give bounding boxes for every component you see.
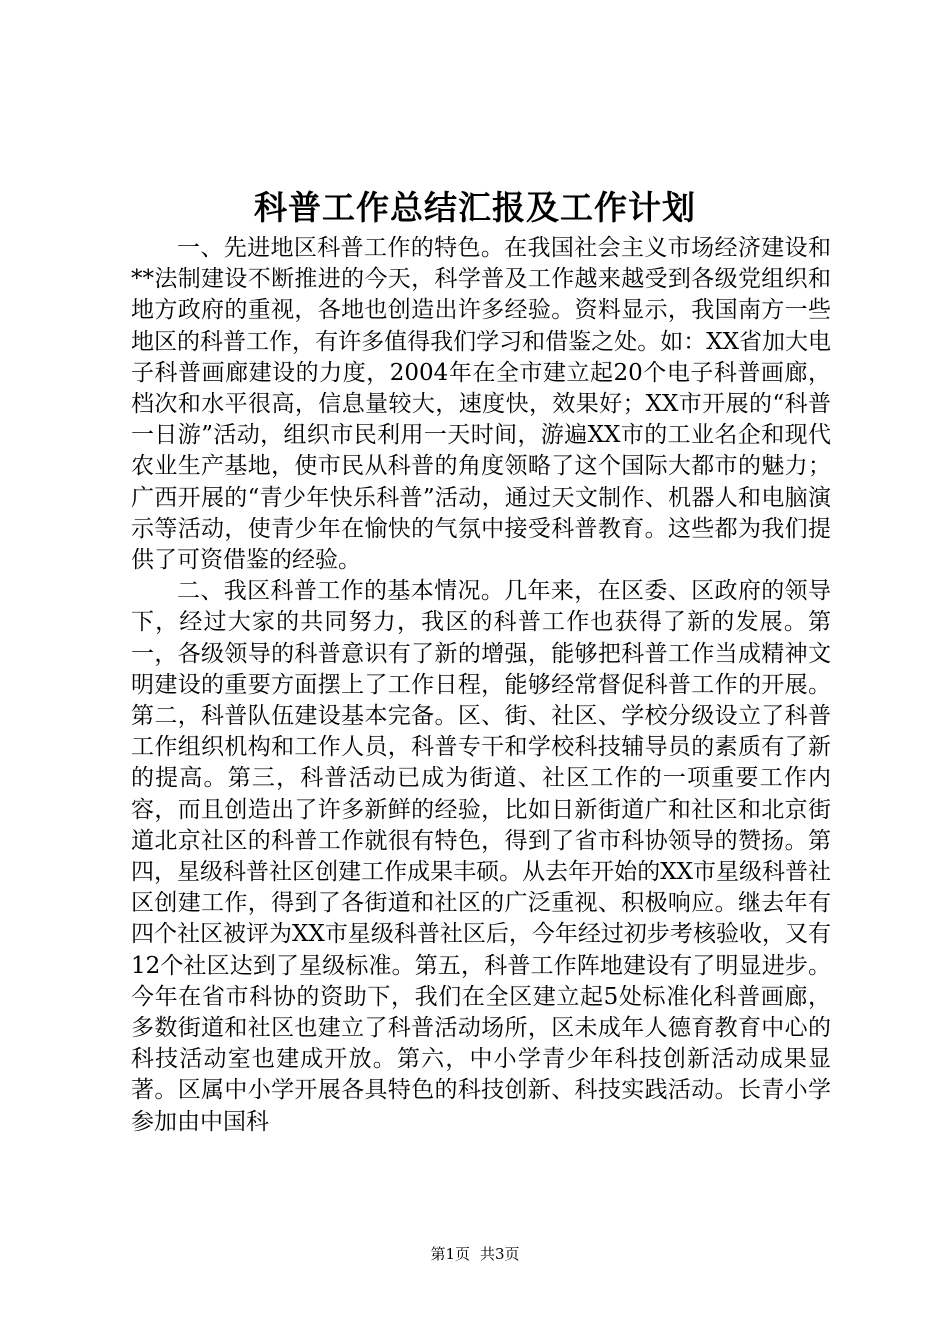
- document-body: [131, 233, 831, 1138]
- page-footer: [0, 1244, 950, 1264]
- document-title: 科普工作总结汇报及工作计划: [254, 188, 696, 227]
- paragraph-district-situation: 二、我区科普工作的基本情况。几年来，在区委、区政府的领导下，经过大家的共同努力，我区的科普工作也获得了新的发展。第一，各级领导的科普意识有了新的增强，能够把科普工作当成精神文明建设的重要方面摆上了工作日程，能够经常督促科普工作的开展。第二，科普队伍建设基本完备。区、街、社区、学校分级设立了科普工作组织机构和工作人员，科普专干和学校科技辅导员的素质有了新的提高。第三，科普活动已成为街道、社区工作的一项重要工作内容，而且创造出了许多新鲜的经验，比如日新街道广和社区和北京街道北京社区的科普工作就很有特色，得到了省市科协领导的赞扬。第四，星级科普社区创建工作成果丰硕。从去年开始的XX市星级科普社区创建工作，得到了各街道和社区的广泛重视、积极响应。继去年有四个社区被评为XX市星级科普社区后，今年经过初步考核验收，又有12个社区达到了星级标准。第五，科普工作阵地建设有了明显进步。今年在省市科协的资助下，我们在全区建立起5处标准化科普画廊，多数街道和社区也建立了科普活动场所，区未成年人德育教育中心的科技活动室也建成开放。第六，中小学青少年科技创新活动成果显著。区属中小学开展各具特色的科技创新、科技实践活动。长青小学参加由中国科: [131, 578, 831, 1135]
- page-number-total: 共3页: [480, 1245, 520, 1263]
- paragraph-advanced-regions: 一、先进地区科普工作的特色。在我国社会主义市场经济建设和**法制建设不断推进的今天，科学普及工作越来越受到各级党组织和地方政府的重视，各地也创造出许多经验。资料显示，我国南方一些地区的科普工作，有许多值得我们学习和借鉴之处。如：XX省加大电子科普画廊建设的力度，2004年在全市建立起20个电子科普画廊，档次和水平很高，信息量较大，速度快，效果好；XX市开展的“科普一日游”活动，组织市民利用一天时间，游遍XX市的工业名企和现代农业生产基地，使市民从科普的角度领略了这个国际大都市的魅力；广西开展的“青少年快乐科普”活动，通过天文制作、机器人和电脑演示等活动，使青少年在愉快的气氛中接受科普教育。这些都为我们提供了可资借鉴的经验。: [131, 235, 831, 574]
- page-number-current: 第1页: [430, 1245, 470, 1263]
